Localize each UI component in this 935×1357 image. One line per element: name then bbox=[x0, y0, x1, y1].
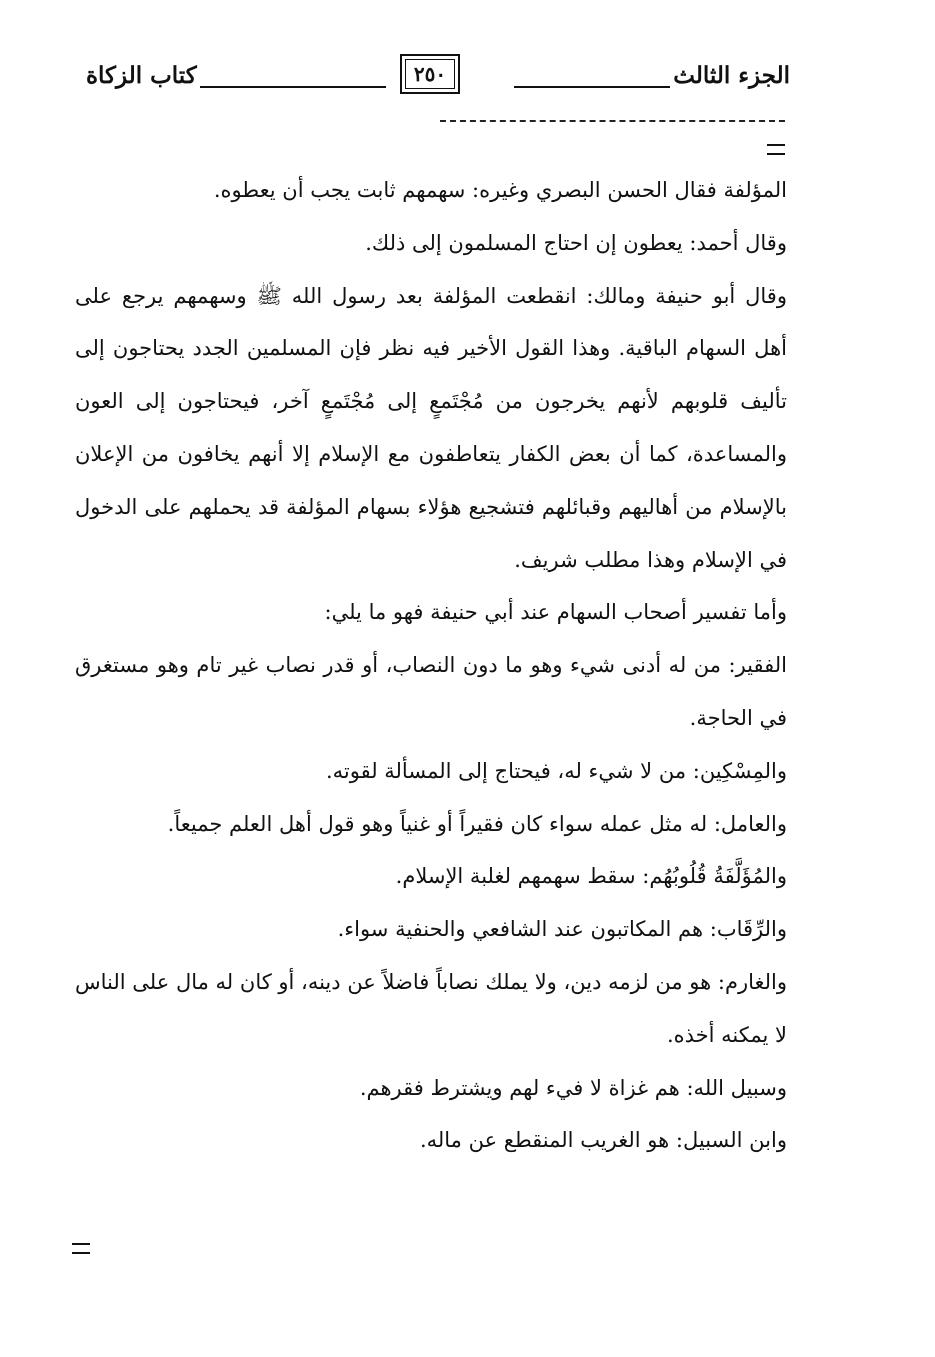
book-title: كتاب الزكاة bbox=[86, 62, 197, 89]
paragraph: والغارم: هو من لزمه دين، ولا يملك نصاباً فاضلاً عن دينه، أو كان له مال على الناس لا يمكنه أخذه. bbox=[75, 969, 787, 1047]
header-rule-right bbox=[514, 86, 670, 88]
paragraph: الفقير: من له أدنى شيء وهو ما دون النصاب، أو قدر نصاب غير تام وهو مستغرق في الحاجة. bbox=[75, 653, 787, 730]
double-rule-mark-bottom bbox=[72, 1243, 90, 1254]
page-number: ٢٥٠ bbox=[405, 59, 455, 89]
paragraph: والمُؤَلَّفَةُ قُلُوبُهُم: سقط سهمهم لغلبة الإسلام. bbox=[395, 864, 787, 889]
paragraph: والرِّقَاب: هم المكاتبون عند الشافعي والحنفية سواء. bbox=[337, 917, 787, 942]
paragraph: وقال أبو حنيفة ومالك: انقطعت المؤلفة بعد رسول الله ﷺ وسهمهم يرجع على أهل السهام الباقية. وهذا القول الأخير فيه نظر فإن المسلمين الجدد يحتاجون إلى تأليف قلوبهم لأنهم يخرجون من مُجْتَمعٍ إلى مُجْتَمعٍ آخر، فيحتاجون إلى العون والمساعدة، كما أن بعض الكفار يتعاطفون مع الإسلام إلا أنهم يخافون من الإعلان بالإسلام من أهاليهم وقبائلهم فتشجيع هؤلاء بسهام المؤلفة قد يحملهم على الدخول في الإسلام وهذا مطلب شريف. bbox=[75, 283, 787, 572]
page-number-box bbox=[400, 54, 460, 94]
paragraph: وابن السبيل: هو الغريب المنقطع عن ماله. bbox=[419, 1128, 787, 1153]
paragraph: والعامل: له مثل عمله سواء كان فقيراً أو غنياً وهو قول أهل العلم جميعاً. bbox=[167, 811, 787, 836]
paragraph: وقال أحمد: يعطون إن احتاج المسلمون إلى ذلك. bbox=[365, 230, 787, 255]
header-rule-left bbox=[200, 86, 386, 88]
dashed-separator bbox=[440, 120, 785, 122]
paragraph: وسبيل الله: هم غزاة لا فيء لهم ويشترط فقرهم. bbox=[359, 1075, 787, 1100]
double-rule-mark-top bbox=[767, 144, 785, 155]
part-title: الجزء الثالث bbox=[673, 62, 790, 89]
page-header bbox=[78, 52, 790, 102]
paragraph: وأما تفسير أصحاب السهام عند أبي حنيفة فهو ما يلي: bbox=[324, 600, 787, 625]
paragraph: المؤلفة فقال الحسن البصري وغيره: سهمهم ثابت يجب أن يعطوه. bbox=[213, 178, 787, 202]
paragraph: والمِسْكِين: من لا شيء له، فيحتاج إلى المسألة لقوته. bbox=[325, 758, 787, 783]
body-text bbox=[75, 164, 787, 1167]
